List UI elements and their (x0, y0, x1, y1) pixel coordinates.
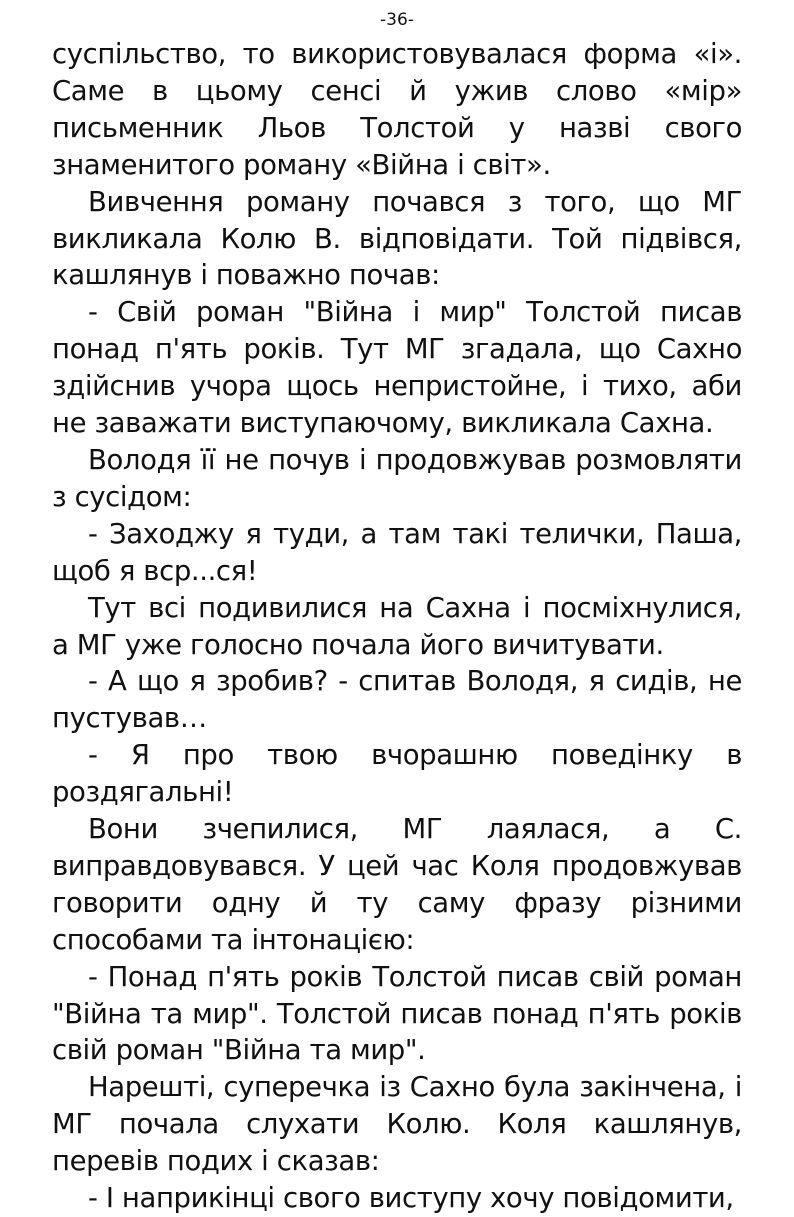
paragraph: Нарешті, суперечка із Сахно була закінчена, і МГ почала слухати Колю. Коля кашлянув, перевів подих і сказав: (52, 1071, 742, 1178)
paragraph: - А що я зробив? - спитав Володя, я сидів, не пустував… (52, 665, 742, 735)
page-number: -36- (380, 10, 414, 30)
paragraph: - Я про твою вчорашню поведінку в роздягальні! (52, 739, 742, 809)
paragraph: Тут всі подивилися на Сахна і посміхнулися, а МГ уже голосно почала його вичитувати. (52, 591, 742, 661)
paragraph: - Заходжу я туди, а там такі телички, Паша, щоб я вср...ся! (52, 517, 742, 587)
paragraph: Володя її не почув і продовжував розмовляти з сусідом: (52, 443, 742, 513)
paragraph: суспільство, то використовувалася форма «і». Саме в цьому сенсі й ужив слово «мір» письменник Льов Толстой у назві свого знаменитого роману «Війна і світ». (52, 38, 742, 181)
paragraph: - І наприкінці свого виступу хочу повідомити, (88, 1182, 734, 1215)
paragraph: - Понад п'ять років Толстой писав свій роман "Війна та мир". Толстой писав понад п'ять років свій роман "Війна та мир". (52, 960, 742, 1067)
paragraph: Вони зчепилися, МГ лаялася, а С. виправдовувався. У цей час Коля продовжував говорити одну й ту саму фразу різними способами та інтонацією: (52, 813, 742, 956)
paragraph: - Свій роман "Війна і мир" Толстой писав понад п'ять років. Тут МГ згадала, що Сахно здійснив учора щось непристойне, і тихо, аби не заважати виступаючому, викликала Сахна. (52, 296, 742, 440)
document-body (52, 36, 742, 1217)
paragraph: Вивчення роману почався з того, що МГ викликала Колю В. відповідати. Той підвівся, кашлянув і поважно почав: (52, 185, 742, 292)
